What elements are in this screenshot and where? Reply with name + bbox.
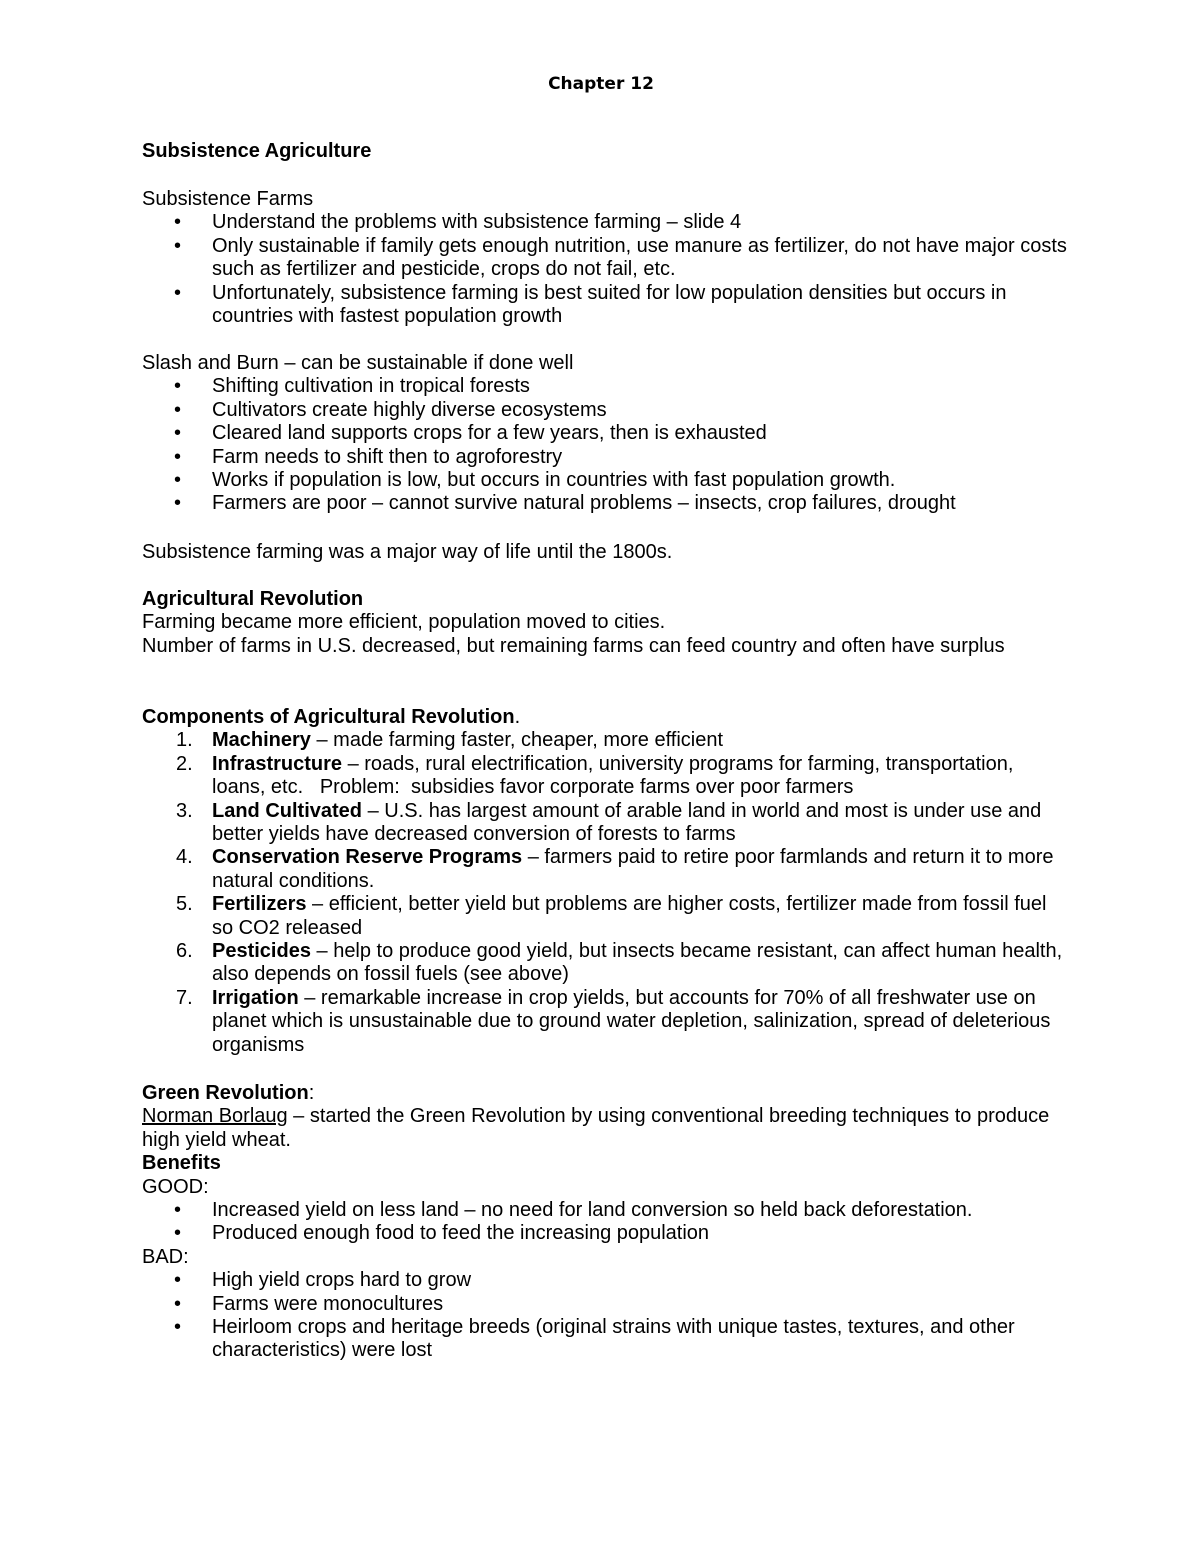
list-item bbox=[142, 729, 1072, 752]
ag-revolution-heading: Agricultural Revolution bbox=[142, 588, 364, 610]
list-item: • Cultivators create highly diverse ecosystems bbox=[142, 399, 1072, 422]
green-intro bbox=[142, 1105, 1072, 1152]
ag-revolution-line: Farming became more efficient, population moved to cities. bbox=[142, 611, 666, 634]
item-number: 4. bbox=[176, 846, 193, 869]
subsistence-farms-section bbox=[142, 188, 1072, 328]
green-heading-line bbox=[142, 1082, 1072, 1105]
bad-list bbox=[142, 1269, 1072, 1363]
list-item: • Heirloom crops and heritage breeds (original strains with unique tastes, textures, and other characteristics) were lost bbox=[142, 1316, 1072, 1363]
subsistence-heading: Subsistence Agriculture bbox=[142, 140, 372, 162]
components-heading: Components of Agricultural Revolution bbox=[142, 706, 515, 728]
subsistence-farms-list bbox=[142, 211, 1072, 328]
ag-revolution-line: Number of farms in U.S. decreased, but remaining farms can feed country and often have surplus bbox=[142, 634, 1005, 657]
list-item bbox=[142, 940, 1072, 987]
item-number: 7. bbox=[176, 986, 193, 1009]
components-heading-line bbox=[142, 706, 1072, 729]
item-text: – roads, rural electrification, university programs for farming, transportation, loans, etc. Problem: subsidies favor corporate farms over poor farmers bbox=[212, 752, 1019, 799]
item-term: Pesticides bbox=[212, 940, 311, 963]
list-item bbox=[142, 800, 1072, 847]
item-text: – efficient, better yield but problems are higher costs, fertilizer made from fossil fuel so CO2 released bbox=[212, 893, 1047, 939]
slash-burn-list bbox=[142, 375, 1072, 515]
green-heading: Green Revolution bbox=[142, 1082, 309, 1104]
heading-suffix: . bbox=[514, 706, 521, 728]
benefits-heading: Benefits bbox=[142, 1152, 221, 1175]
components-list bbox=[142, 729, 1072, 1057]
list-item: • Works if population is low, but occurs in countries with fast population growth. bbox=[142, 469, 1072, 492]
list-item: • Produced enough food to feed the increasing population bbox=[142, 1222, 1072, 1245]
good-list bbox=[142, 1199, 1072, 1246]
list-item: • Increased yield on less land – no need for land conversion so held back deforestation. bbox=[142, 1199, 1072, 1222]
item-number: 3. bbox=[176, 799, 193, 822]
list-item: • Farm needs to shift then to agroforestry bbox=[142, 446, 1072, 469]
page-title: Chapter 12 bbox=[548, 74, 654, 94]
item-term: Conservation Reserve Programs bbox=[212, 846, 523, 869]
item-term: Machinery bbox=[212, 729, 311, 752]
item-term: Irrigation bbox=[212, 986, 299, 1009]
item-text: – made farming faster, cheaper, more efficient bbox=[310, 729, 724, 752]
item-term: Fertilizers bbox=[212, 893, 307, 916]
list-item: • Only sustainable if family gets enough nutrition, use manure as fertilizer, do not have major costs such as fertilizer and pesticide, crops do not fail, etc. bbox=[142, 235, 1072, 282]
list-item: • Shifting cultivation in tropical forests bbox=[142, 375, 1072, 398]
ag-revolution-section bbox=[142, 588, 1072, 658]
list-item bbox=[142, 987, 1072, 1057]
bad-label: BAD: bbox=[142, 1245, 189, 1268]
list-item bbox=[142, 753, 1072, 800]
item-text: – U.S. has largest amount of arable land in world and most is under use and better yields have decreased conversion of forests to farms bbox=[212, 799, 1042, 846]
slash-burn-heading: Slash and Burn – can be sustainable if done well bbox=[142, 352, 574, 374]
subsistence-summary: Subsistence farming was a major way of life until the 1800s. bbox=[142, 541, 673, 563]
components-section bbox=[142, 706, 1072, 1057]
list-item: • High yield crops hard to grow bbox=[142, 1269, 1072, 1292]
item-number: 5. bbox=[176, 893, 193, 916]
slash-burn-section bbox=[142, 352, 1072, 516]
item-text: – farmers paid to retire poor farmlands and return it to more natural conditions. bbox=[212, 846, 1054, 892]
item-text: – help to produce good yield, but insects became resistant, can affect human health, also depends on fossil fuels (see above) bbox=[212, 940, 1063, 986]
list-item bbox=[142, 846, 1072, 893]
subsistence-farms-heading: Subsistence Farms bbox=[142, 188, 314, 210]
list-item bbox=[142, 893, 1072, 940]
list-item: • Unfortunately, subsistence farming is best suited for low population densities but occurs in countries with fastest population growth bbox=[142, 282, 1072, 329]
list-item: • Farms were monocultures bbox=[142, 1293, 1072, 1316]
list-item: • Understand the problems with subsistence farming – slide 4 bbox=[142, 211, 1072, 234]
good-label: GOOD: bbox=[142, 1175, 209, 1198]
green-revolution-section bbox=[142, 1082, 1072, 1363]
item-number: 2. bbox=[176, 752, 193, 775]
item-term: Infrastructure bbox=[212, 752, 343, 775]
heading-suffix: : bbox=[308, 1082, 315, 1104]
list-item: • Cleared land supports crops for a few years, then is exhausted bbox=[142, 422, 1072, 445]
item-number: 1. bbox=[176, 729, 193, 752]
person-text: – started the Green Revolution by using conventional breeding techniques to produce high yield wheat. bbox=[142, 1105, 1050, 1151]
person-name: Norman Borlaug bbox=[142, 1105, 288, 1128]
item-term: Land Cultivated bbox=[212, 799, 363, 822]
item-text: – remarkable increase in crop yields, but accounts for 70% of all freshwater use on planet which is unsustainable due to ground water depletion, salinization, spread of deleterious organisms bbox=[212, 986, 1051, 1056]
list-item: • Farmers are poor – cannot survive natural problems – insects, crop failures, drought bbox=[142, 492, 1072, 515]
item-number: 6. bbox=[176, 940, 193, 963]
